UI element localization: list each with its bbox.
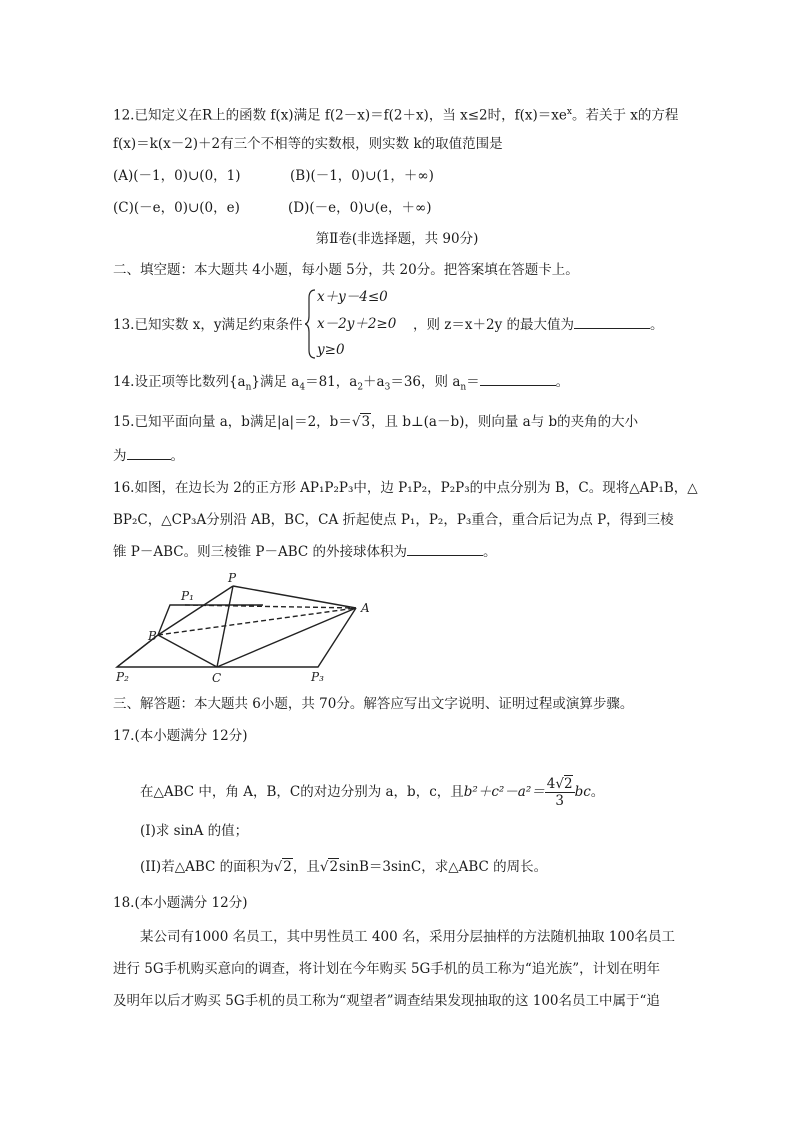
q18-line2: 进行 5G手机购买意向的调查，将计划在今年购买 5G手机的员工称为“追光族”，计划在明年 (113, 961, 661, 977)
q13-constraint-3: y≥0 (317, 342, 345, 358)
q15-line1: 15.已知平面向量 a，b满足|a|＝2，b＝√3，且 b⊥(a－b)，则向量 a与 b的夹角的大小 (113, 414, 639, 430)
q13-constraint-1: x＋y－4≤0 (317, 289, 388, 305)
q17-title: 17.(本小题满分 12分) (113, 728, 248, 744)
q17-part2: (II)若△ABC 的面积为√2，且√2sinB＝3sinC，求△ABC 的周长。 (140, 859, 548, 875)
q12-option-d: (D)(－e，0)∪(e，＋∞) (288, 200, 432, 216)
part2-title: 第Ⅱ卷(非选择题，共 90分) (315, 231, 479, 247)
q12-option-b: (B)(－1，0)∪(1，＋∞) (290, 168, 434, 184)
section3-heading: 三、解答题：本大题共 6小题，共 70分。解答应写出文字说明、证明过程或演算步骤。 (113, 696, 634, 712)
label-p3: P₃ (311, 670, 324, 684)
q15-line2: 为 。 (113, 448, 184, 464)
q14-line: 14.设正项等比数列$\{a_n\}$满足 $a_4=81$，$a_2+a_3=36$，则 $a_n=$ 。 (113, 374, 570, 393)
label-b: B (148, 629, 157, 643)
q16-line1: 16.如图，在边长为 2的正方形 AP₁P₂P₃中，边 P₁P₂，P₂P₃的中点分别为 B，C。现将△AP₁B，△ (113, 480, 698, 496)
q13-prefix: 13.已知实数 x，y满足约束条件 (113, 317, 303, 333)
q13-suffix: ，则 z＝x＋2y 的最大值为 。 (413, 317, 664, 333)
q18-title: 18.(本小题满分 12分) (113, 895, 248, 911)
q12-line2: f(x)＝k(x－2)＋2有三个不相等的实数根，则实数 k的取值范围是 (113, 136, 503, 152)
pyramid-figure (113, 570, 383, 685)
q13-constraint-2: x－2y＋2≥0 (317, 316, 397, 332)
label-p: P (228, 571, 237, 585)
q12-option-c: (C)(－e，0)∪(0，e) (113, 200, 240, 216)
brace-icon (305, 288, 317, 360)
q12-line1: 12.已知定义在R上的函数 f(x)满足 f(2－x)＝f(2＋x)，当 x≤2时，$f(x)=xe^x$。若关于 x的方程 (113, 107, 679, 124)
answer-blank (127, 447, 171, 460)
q12-option-a: (A)(－1，0)∪(0，1) (113, 168, 241, 184)
q17-stem: 在△ABC 中，角 A，B，C的对边分别为 a，b，c，且b²＋c²－a²＝ $\frac{4√2}{3}$ bc。 (140, 776, 605, 809)
sqrt-expression: √3 (351, 414, 371, 430)
fraction: $\frac{4√2}{3}$ (546, 776, 573, 809)
q13-constraint-system (305, 288, 415, 360)
q16-line2: BP₂C，△CP₃A分别沿 AB，BC，CA 折起使点 P₁，P₂，P₃重合，重合后记为点 P，得到三棱 (113, 512, 674, 528)
answer-blank (407, 543, 483, 556)
q16-line3: 锥 P－ABC。则三棱锥 P－ABC 的外接球体积为 。 (113, 544, 497, 560)
label-p2: P₂ (116, 670, 129, 684)
q18-line1: 某公司有1000 名员工，其中男性员工 400 名，采用分层抽样的方法随机抽取 100名员工 (140, 929, 676, 945)
label-a: A (361, 601, 370, 615)
section2-heading: 二、填空题：本大题共 4小题，每小题 5分，共 20分。把答案填在答题卡上。 (113, 262, 579, 278)
answer-blank (480, 373, 556, 386)
label-c: C (212, 671, 222, 685)
label-p1: P₁ (181, 589, 194, 603)
q18-line3: 及明年以后才购买 5G手机的员工称为“观望者”调查结果发现抽取的这 100名员工中属于“追 (113, 993, 660, 1009)
answer-blank (574, 316, 650, 329)
q17-part1: (I)求 sinA 的值； (140, 823, 249, 839)
